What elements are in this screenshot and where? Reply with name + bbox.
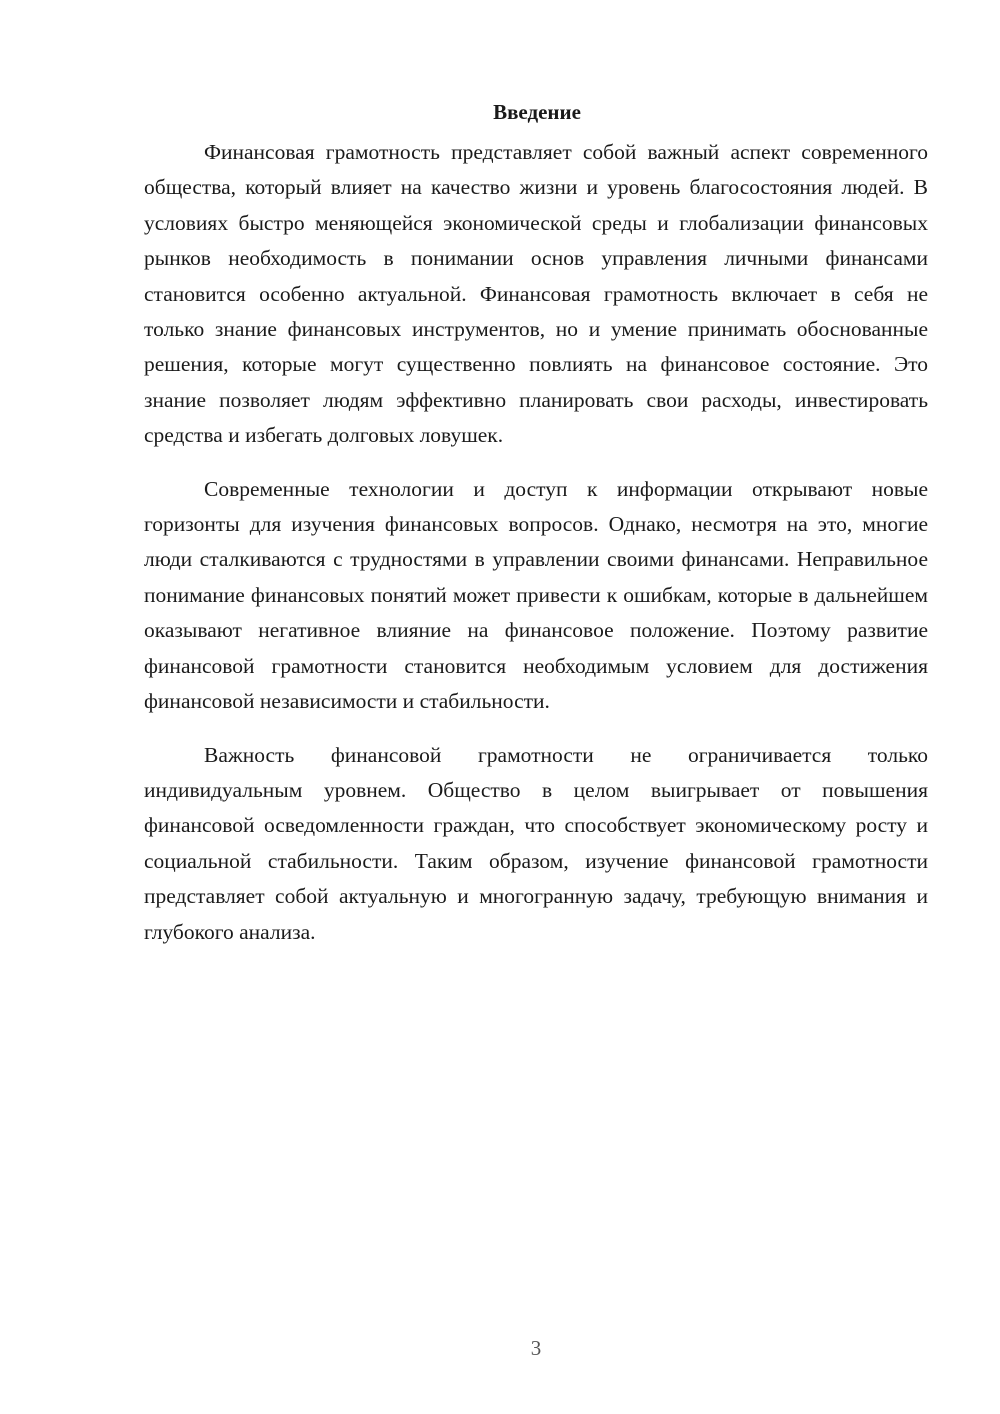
- paragraph-2: Современные технологии и доступ к информации открывают новые горизонты для изучения финансовых вопросов. Однако, несмотря на это, многие люди сталкиваются с трудностями в управлении своими финансами. Неправильное понимание финансовых понятий может привести к ошибкам, которые в дальнейшем оказывают негативное влияние на финансовое положение. Поэтому развитие финансовой грамотности становится необходимым условием для достижения финансовой независимости и стабильности.: [144, 476, 928, 714]
- section-heading: Введение: [493, 100, 581, 124]
- paragraph-1: Финансовая грамотность представляет собой важный аспект современного общества, который влияет на качество жизни и уровень благосостояния людей. В условиях быстро меняющейся экономической среды и глобализации финансовых рынков необходимость в понимании основ управления личными финансами становится особенно актуальной. Финансовая грамотность включает в себя не только знание финансовых инструментов, но и умение принимать обоснованные решения, которые могут существенно повлиять на финансовое состояние. Это знание позволяет людям эффективно планировать свои расходы, инвестировать средства и избегать долговых ловушек.: [144, 140, 928, 448]
- body-text: [144, 95, 928, 968]
- paragraph-3: Важность финансовой грамотности не ограничивается только индивидуальным уровнем. Общество в целом выигрывает от повышения финансовой осведомленности граждан, что способствует экономическому росту и социальной стабильности. Таким образом, изучение финансовой грамотности представляет собой актуальную и многогранную задачу, требующую внимания и глубокого анализа.: [144, 742, 928, 944]
- page-number: 3: [530, 1336, 542, 1360]
